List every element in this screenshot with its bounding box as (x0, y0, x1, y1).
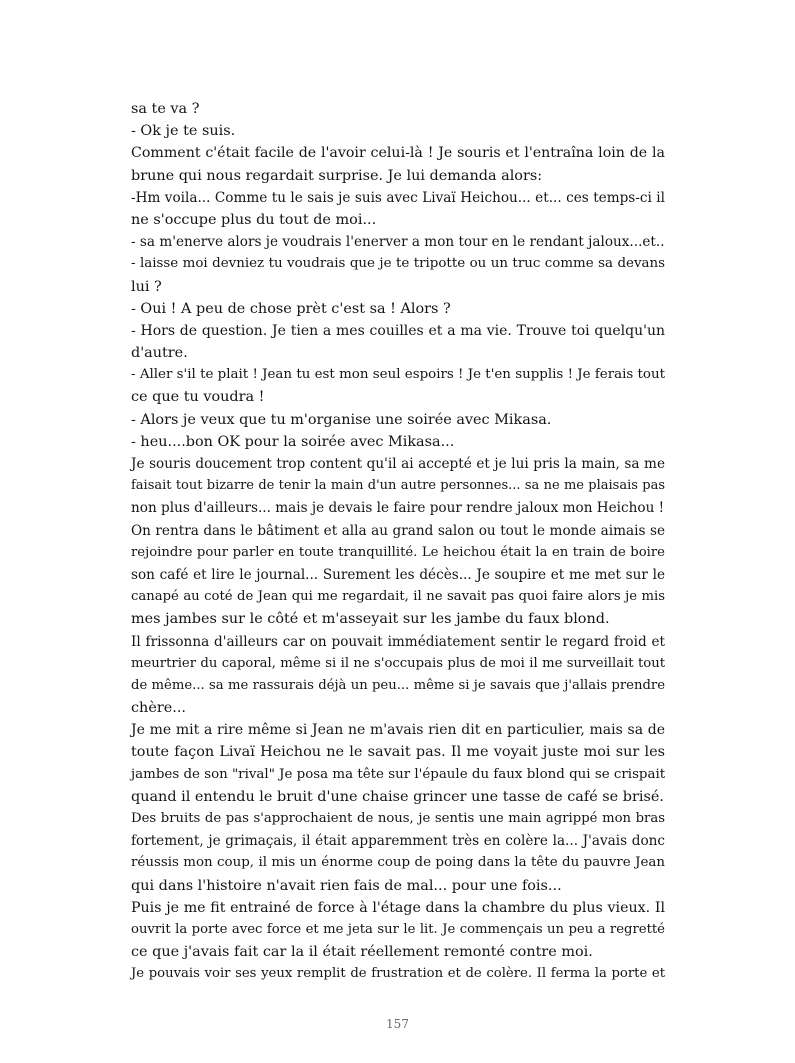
text-line: fortement, je grimaçais, il était apparemment très en colère la... J'avais donc (131, 833, 665, 850)
text-line: ce que tu voudra ! (131, 389, 265, 406)
text-line: -Hm voila... Comme tu le sais je suis avec Livaï Heichou... et... ces temps-ci il (131, 189, 665, 206)
text-line: meurtrier du caporal, même si il ne s'occupais plus de moi il me surveillait tout (131, 655, 665, 671)
text-line: - Alors je veux que tu m'organise une soirée avec Mikasa. (131, 411, 552, 428)
text-line: ne s'occupe plus du tout de moi... (131, 211, 377, 228)
text-line: quand il entendu le bruit d'une chaise grincer une tasse de café se brisé. (131, 788, 664, 805)
text-line: sa te va ? (131, 101, 200, 117)
text-line: toute façon Livaï Heichou ne le savait pas. Il me voyait juste moi sur les (131, 744, 665, 761)
text-line: chère... (131, 700, 186, 717)
text-line: son café et lire le journal... Surement les décès... Je soupire et me met sur le (131, 566, 665, 583)
text-line: - Oui ! A peu de chose prèt c'est sa ! Alors ? (131, 300, 451, 317)
text-line: rejoindre pour parler en toute tranquillité. Le heichou était la en train de boire (131, 544, 665, 560)
text-line: de même... sa me rassurais déjà un peu... même si je savais que j'allais prendre (131, 677, 665, 693)
text-line: - laisse moi devniez tu voudrais que je te tripotte ou un truc comme sa devans (131, 256, 665, 272)
text-line: Puis je me fit entrainé de force à l'étage dans la chambre du plus vieux. Il (131, 899, 665, 916)
text-line: Je pouvais voir ses yeux remplit de frustration et de colère. Il ferma la porte et (131, 966, 665, 982)
text-line: Je me mit a rire même si Jean ne m'avais rien dit en particulier, mais sa de (131, 722, 665, 739)
text-line: Il frissonna d'ailleurs car on pouvait immédiatement sentir le regard froid et (131, 633, 665, 650)
text-line: - sa m'enerve alors je voudrais l'enerver a mon tour en le rendant jaloux...et.. (131, 234, 665, 251)
text-line: réussis mon coup, il mis un énorme coup de poing dans la tête du pauvre Jean (131, 855, 665, 871)
text-line: - Hors de question. Je tien a mes couilles et a ma vie. Trouve toi quelqu'un (131, 322, 665, 339)
text-line: ouvrit la porte avec force et me jeta sur le lit. Je commençais un peu a regretté (131, 921, 665, 937)
text-line: ce que j'avais fait car la il était réellement remonté contre moi. (131, 944, 593, 961)
text-line: mes jambes sur le côté et m'asseyait sur les jambe du faux blond. (131, 611, 610, 628)
text-line: qui dans l'histoire n'avait rien fais de mal... pour une fois... (131, 877, 562, 894)
text-line: jambes de son "rival" Je posa ma tête sur l'épaule du faux blond qui se crispait (131, 766, 666, 782)
text-line: non plus d'ailleurs... mais je devais le faire pour rendre jaloux mon Heichou ! (131, 500, 665, 517)
text-line: Comment c'était facile de l'avoir celui-là ! Je souris et l'entraîna loin de la (131, 145, 665, 162)
body-text (131, 98, 665, 986)
text-line: - heu....bon OK pour la soirée avec Mikasa... (131, 433, 455, 450)
text-line: brune qui nous regardait surprise. Je lui demanda alors: (131, 167, 543, 184)
text-line: - Ok je te suis. (131, 123, 236, 140)
text-line: faisait tout bizarre de tenir la main d'un autre personnes... sa ne me plaisais pas (131, 478, 665, 494)
text-line: Je souris doucement trop content qu'il ai accepté et je lui pris la main, sa me (131, 456, 665, 472)
text-line: d'autre. (131, 345, 188, 362)
text-line: On rentra dans le bâtiment et alla au grand salon ou tout le monde aimais se (131, 522, 665, 539)
text-line: Des bruits de pas s'approchaient de nous, je sentis une main agrippé mon bras (131, 811, 665, 826)
text-line: canapé au coté de Jean qui me regardait, il ne savait pas quoi faire alors je mis (131, 589, 665, 605)
page-number: 157 (386, 1017, 409, 1031)
text-line: lui ? (131, 278, 162, 295)
text-line: - Aller s'il te plait ! Jean tu est mon seul espoirs ! Je t'en supplis ! Je ferais tout (131, 367, 665, 383)
